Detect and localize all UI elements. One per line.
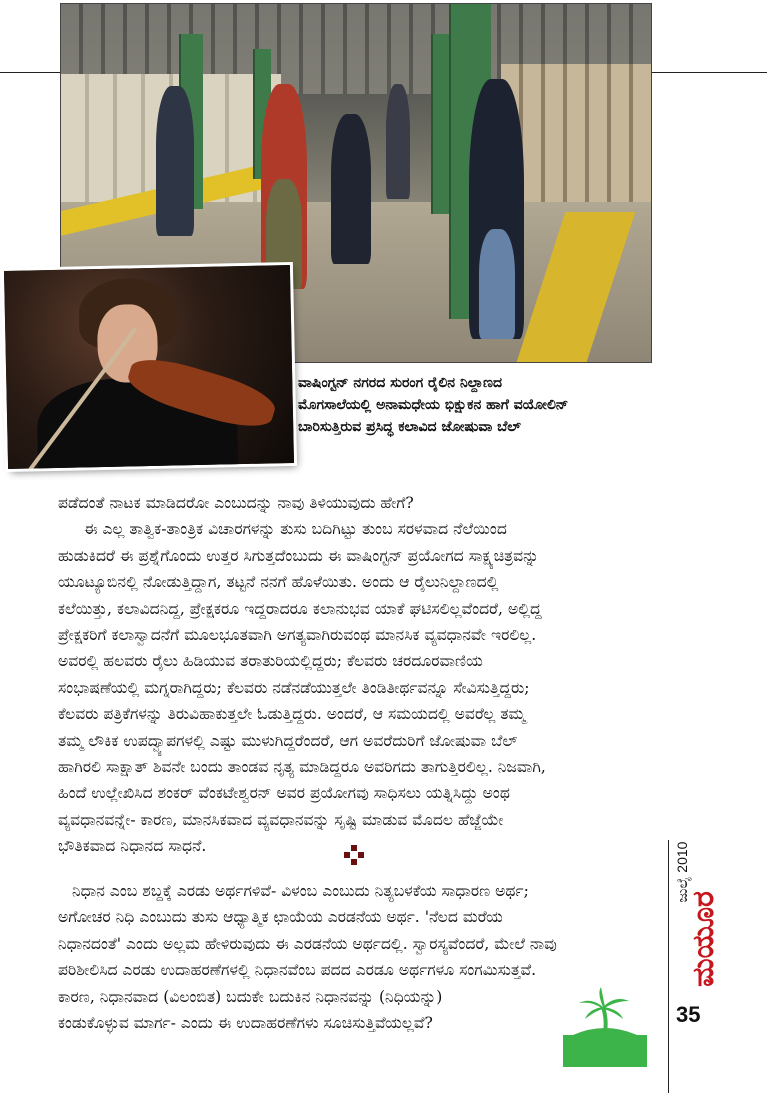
text-line: ಕಾರಣ, ನಿಧಾನವಾದ (ವಿಲಂಬಿತ) ಬದುಕೇ ಬದುಕಿನ ನಿಧಾನವನ್ನು (ನಿಧಿಯನ್ನು) (58, 987, 443, 1006)
caption-line: ಬಾರಿಸುತ್ತಿರುವ ಪ್ರಸಿದ್ಧ ಕಲಾವಿದ ಜೋಷುವಾ ಬೆಲ್ (298, 419, 521, 435)
top-rule-right (650, 72, 767, 73)
text-line: ಯೂಟ್ಯೂಬಿನಲ್ಲಿ ನೋಡುತ್ತಿದ್ದಾಗ, ತಟ್ಟನೆ ನನಗೆ ಹೊಳೆಯಿತು. ಅಂದು ಆ ರೈಲುನಿಲ್ದಾಣದಲ್ಲಿ (58, 573, 499, 592)
text-line: ಭೌತಿಕವಾದ ನಿಧಾನದ ಸಾಧನೆ. (58, 837, 207, 856)
article-paragraph-1 (58, 490, 658, 860)
section-divider-ornament (344, 845, 364, 865)
text-line: ಅವರಲ್ಲಿ ಹಲವರು ರೈಲು ಹಿಡಿಯುವ ತರಾತುರಿಯಲ್ಲಿದ್ದರು; ಕೆಲವರು ಚರದೂರವಾಣಿಯ (58, 652, 483, 671)
page-number: 35 (676, 1002, 701, 1027)
top-rule-left (0, 72, 60, 73)
text-line: ವ್ಯವಧಾನವನ್ನೇ- ಕಾರಣ, ಮಾನಸಿಕವಾದ ವ್ಯವಧಾನವನ್ನು ಸೃಷ್ಟಿ ಮಾಡುವ ಮೊದಲ ಹೆಜ್ಜೆಯೇ (58, 810, 504, 829)
palm-island-logo (563, 983, 647, 1067)
caption-line: ಮೊಗಸಾಲೆಯಲ್ಲಿ ಅನಾಮಧೇಯ ಭಿಕ್ಷುಕನ ಹಾಗೆ ವಯೋಲಿನ್ (298, 397, 569, 413)
violinist-inset-photo (4, 265, 294, 469)
text-line: ಸಂಭಾಷಣೆಯಲ್ಲಿ ಮಗ್ನರಾಗಿದ್ದರು; ಕೆಲವರು ನಡೆನಡೆಯುತ್ತಲೇ ತಿಂಡಿತೀರ್ಥವನ್ನೂ ಸೇವಿಸುತ್ತಿದ್ದರು; (58, 678, 530, 697)
text-line: ಹುಡುಕಿದರೆ ಈ ಪ್ರಶ್ನೆಗೊಂದು ಉತ್ತರ ಸಿಗುತ್ತದೆಂಬುದು ಈ ವಾಷಿಂಗ್ಟನ್ ಪ್ರಯೋಗದ ಸಾಕ್ಷ್ಯಚಿತ್ರವನ್ನು (58, 546, 539, 565)
text-line: ತಮ್ಮ ಲೌಕಿಕ ಉಪದ್ವ್ಯಾಪಗಳಲ್ಲಿ ಎಷ್ಟು ಮುಳುಗಿದ್ದರೆಂದರೆ, ಆಗ ಅವರೆದುರಿಗೆ ಜೋಷುವಾ ಬೆಲ್ (58, 731, 518, 750)
caption-line: ವಾಷಿಂಗ್ಟನ್ ನಗರದ ಸುರಂಗ ರೈಲಿನ ನಿಲ್ದಾಣದ (298, 375, 502, 391)
text-line: ಪಡೆದಂತೆ ನಾಟಕ ಮಾಡಿದರೋ ಎಂಬುದನ್ನು ನಾವು ತಿಳಿಯುವುದು ಹೇಗೆ? (58, 494, 414, 512)
text-line: ಪ್ರೇಕ್ಷಕರಿಗೆ ಕಲಾಸ್ವಾದನೆಗೆ ಮೂಲಭೂತವಾಗಿ ಅಗತ್ಯವಾಗಿರುವಂಥ ಮಾನಸಿಕ ವ್ಯವಧಾನವೇ ಇರಲಿಲ್ಲ. (58, 626, 537, 645)
text-line: ಈ ಎಲ್ಲ ತಾತ್ವಿಕ-ತಾಂತ್ರಿಕ ವಿಚಾರಗಳನ್ನು ತುಸು ಬದಿಗಿಟ್ಟು ತುಂಬ ಸರಳವಾದ ನೆಲೆಯಿಂದ (84, 520, 507, 539)
text-line: ಅಗೋಚರ ನಿಧಿ ಎಂಬುದು ತುಸು ಆಧ್ಯಾತ್ಮಿಕ ಛಾಯೆಯ ಎರಡನೆಯ ಅರ್ಥ. 'ನೆಲದ ಮರೆಯ (58, 908, 503, 927)
text-line: ಹಾಗಿರಲಿ ಸಾಕ್ಷಾತ್ ಶಿವನೇ ಬಂದು ತಾಂಡವ ನೃತ್ಯ ಮಾಡಿದ್ದರೂ ಅವರಿಗದು ತಾಗುತ್ತಿರಲಿಲ್ಲ. ನಿಜವಾಗಿ, (58, 758, 546, 777)
text-line: ಕಲೆಯಿತ್ತು, ಕಲಾವಿದನಿದ್ದ, ಪ್ರೇಕ್ಷಕರೂ ಇದ್ದರಾದರೂ ಕಲಾನುಭವ ಯಾಕೆ ಘಟಿಸಲಿಲ್ಲವೆಂದರೆ, ಅಲ್ಲಿದ್ದ (58, 599, 542, 618)
text-line: ನಿಧಾನ ಎಂಬ ಶಬ್ದಕ್ಕೆ ಎರಡು ಅರ್ಥಗಳಿವೆ- ವಿಳಂಬ ಎಂಬುದು ನಿತ್ಯಬಳಕೆಯ ಸಾಧಾರಣ ಅರ್ಥ; (72, 882, 529, 900)
text-line: ಪರಿಶೀಲಿಸಿದ ಎರಡು ಉದಾಹರಣೆಗಳಲ್ಲಿ ನಿಧಾನವೆಂಬ ಪದದ ಎರಡೂ ಅರ್ಥಗಳೂ ಸಂಗಮಿಸುತ್ತವೆ. (58, 961, 537, 980)
text-line: ಹಿಂದೆ ಉಲ್ಲೇಖಿಸಿದ ಶಂಕರ್ ವೆಂಕಟೇಶ್ವರನ್ ಅವರ ಪ್ರಯೋಗವು ಸಾಧಿಸಲು ಯತ್ನಿಸಿದ್ದು ಅಂಥ (58, 784, 510, 803)
magazine-name: ಮಯೂರ (687, 891, 720, 987)
text-line: ನಿಧಾನದಂತೆ' ಎಂದು ಅಲ್ಲಮ ಹೇಳಿರುವುದು ಈ ಎರಡನೆಯ ಅರ್ಥದಲ್ಲಿ. ಸ್ವಾರಸ್ಯವೆಂದರೆ, ಮೇಲೆ ನಾವು (58, 934, 557, 953)
photo-caption (298, 372, 658, 438)
text-line: ಕೆಲವರು ಪತ್ರಿಕೆಗಳನ್ನು ತಿರುವಿಹಾಕುತ್ತಲೇ ಓಡುತ್ತಿದ್ದರು. ಅಂದರೆ, ಆ ಸಮಯದಲ್ಲಿ ಅವರೆಲ್ಲ ತಮ್ಮ (58, 705, 526, 724)
sidebar-vertical-rule (668, 840, 669, 1093)
issue-date: ಜುಲೈ 2010 (674, 841, 690, 903)
text-line: ಕಂಡುಕೊಳ್ಳುವ ಮಾರ್ಗ- ಎಂದು ಈ ಉದಾಹರಣೆಗಳು ಸೂಚಿಸುತ್ತಿವೆಯಲ್ಲವೆ? (58, 1014, 433, 1033)
